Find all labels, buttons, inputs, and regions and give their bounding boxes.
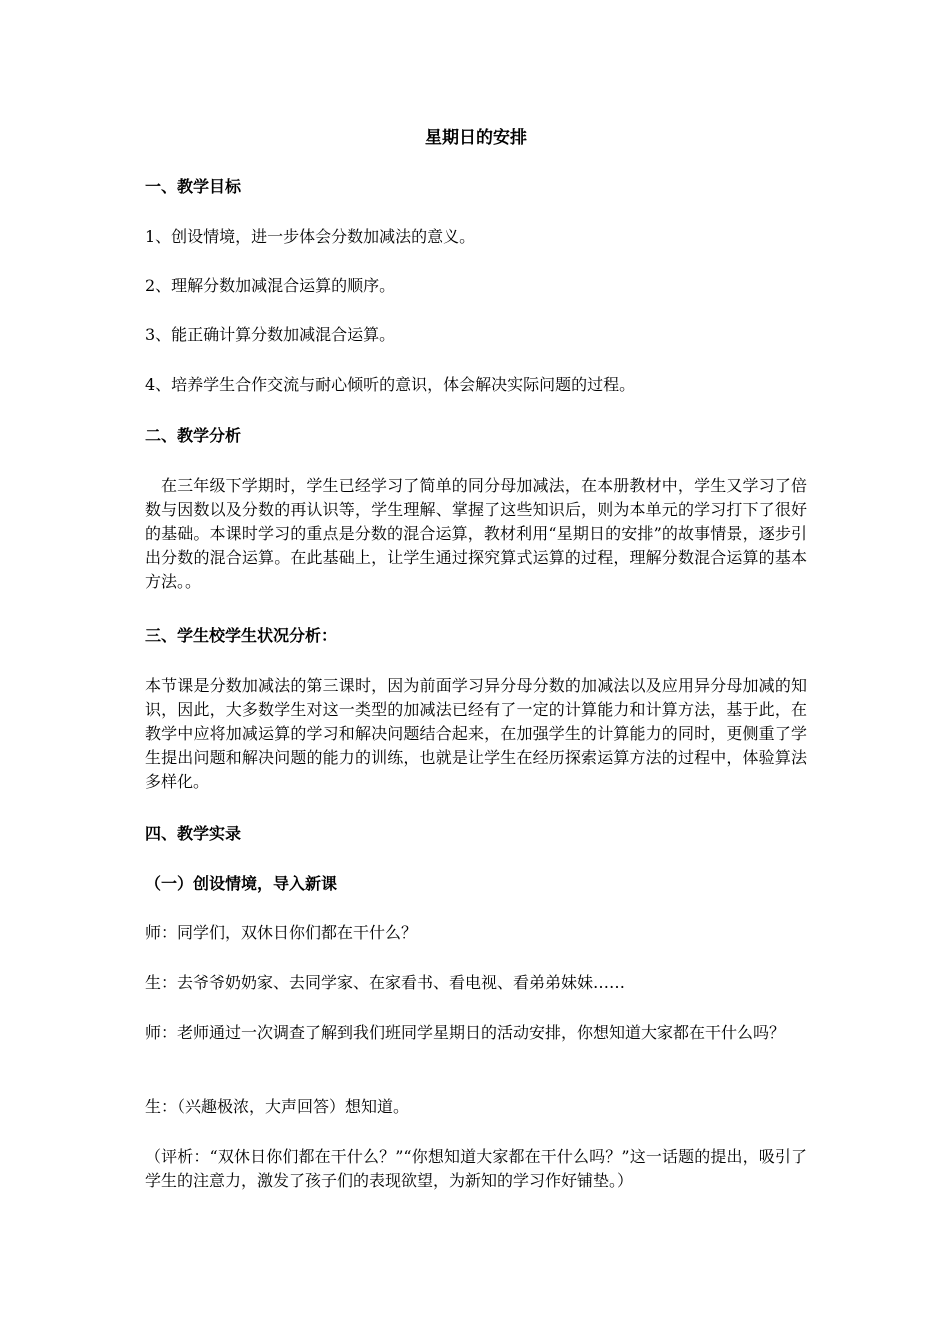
subsection-heading: （一）创设情境，导入新课 xyxy=(145,874,338,893)
commentary-paragraph: （评析：“双休日你们都在干什么？”“你想知道大家都在干什么吗？”这一话题的提出，吸引了学生的注意力，激发了孩子们的表现欲望，为新知的学习作好铺垫。） xyxy=(145,1147,807,1190)
analysis-paragraph: 在三年级下学期时，学生已经学习了简单的同分母加减法，在本册教材中，学生又学习了倍数与因数以及分数的再认识等，学生理解、掌握了这些知识后，则为本单元的学习打下了很好的基础。本课时学习的重点是分数的混合运算，教材利用“星期日的安排”的故事情景，逐步引出分数的混合运算。在此基础上，让学生通过探究算式运算的过程，理解分数混合运算的基本方法。。 xyxy=(145,476,807,591)
section-heading-student-status: 三、学生校学生状况分析： xyxy=(145,626,338,645)
dialogue-line: 生：去爷爷奶奶家、去同学家、在家看书、看电视、看弟弟妹妹…… xyxy=(145,973,626,992)
objective-item: 4、培养学生合作交流与耐心倾听的意识，体会解决实际问题的过程。 xyxy=(145,375,636,394)
dialogue-line: 师：老师通过一次调查了解到我们班同学星期日的活动安排，你想知道大家都在干什么吗？ xyxy=(145,1023,786,1042)
section-heading-analysis: 二、教学分析 xyxy=(145,426,242,445)
student-status-paragraph: 本节课是分数加减法的第三课时，因为前面学习异分母分数的加减法以及应用异分母加减的知识，因此，大多数学生对这一类型的加减法已经有了一定的计算能力和计算方法，基于此，在教学中应将加减运算的学习和解决问题结合起来，在加强学生的计算能力的同时，更侧重了学生提出问题和解决问题的能力的训练，也就是让学生在经历探索运算方法的过程中，体验算法多样化。 xyxy=(145,676,807,791)
objective-item: 1、创设情境，进一步体会分数加减法的意义。 xyxy=(145,227,476,246)
dialogue-line: 师：同学们，双休日你们都在干什么？ xyxy=(145,923,418,942)
section-heading-teaching-record: 四、教学实录 xyxy=(145,824,242,843)
dialogue-line: 生：（兴趣极浓，大声回答）想知道。 xyxy=(145,1097,410,1116)
document-title: 星期日的安排 xyxy=(425,128,527,148)
section-heading-objectives: 一、教学目标 xyxy=(145,177,242,196)
objective-item: 3、能正确计算分数加减混合运算。 xyxy=(145,325,396,344)
objective-item: 2、理解分数加减混合运算的顺序。 xyxy=(145,276,396,295)
